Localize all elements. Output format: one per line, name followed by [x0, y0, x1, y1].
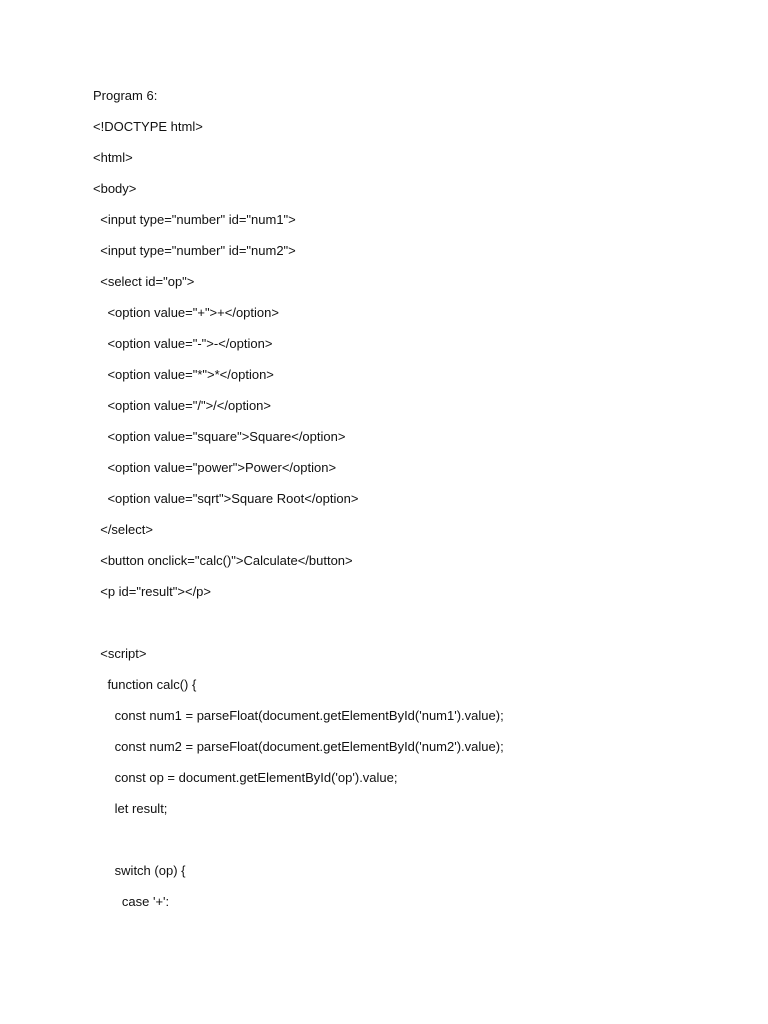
document-line-14: <option value="sqrt">Square Root</option>	[93, 491, 359, 506]
document-blank-line-25	[93, 830, 733, 861]
document-line-2: <!DOCTYPE html>	[93, 119, 203, 134]
document-line-19: <script>	[93, 646, 147, 661]
document-line-27: case '+':	[93, 894, 170, 909]
document-line-12: <option value="square">Square</option>	[93, 429, 346, 444]
document-line-20: function calc() {	[93, 677, 197, 692]
document-line-3: <html>	[93, 150, 133, 165]
document-line-5: <input type="number" id="num1">	[93, 212, 296, 227]
document-line-24: let result;	[93, 801, 168, 816]
document-line-8: <option value="+">+</option>	[93, 305, 279, 320]
document-line-16: <button onclick="calc()">Calculate</button>	[93, 553, 353, 568]
document-line-21: const num1 = parseFloat(document.getElementById('num1').value);	[93, 708, 504, 723]
document-line-7: <select id="op">	[93, 274, 195, 289]
document-blank-line-18	[93, 613, 733, 644]
document-line-1: Program 6:	[93, 88, 158, 103]
document-line-26: switch (op) {	[93, 863, 186, 878]
document-line-4: <body>	[93, 181, 137, 196]
document-line-13: <option value="power">Power</option>	[93, 460, 337, 475]
document-line-11: <option value="/">/</option>	[93, 398, 272, 413]
document-line-6: <input type="number" id="num2">	[93, 243, 296, 258]
document-line-9: <option value="-">-</option>	[93, 336, 273, 351]
document-line-15: </select>	[93, 522, 153, 537]
document-line-17: <p id="result"></p>	[93, 584, 212, 599]
document-line-22: const num2 = parseFloat(document.getElementById('num2').value);	[93, 739, 504, 754]
document-text	[93, 86, 733, 923]
document-line-23: const op = document.getElementById('op').value;	[93, 770, 398, 785]
document-line-10: <option value="*">*</option>	[93, 367, 274, 382]
